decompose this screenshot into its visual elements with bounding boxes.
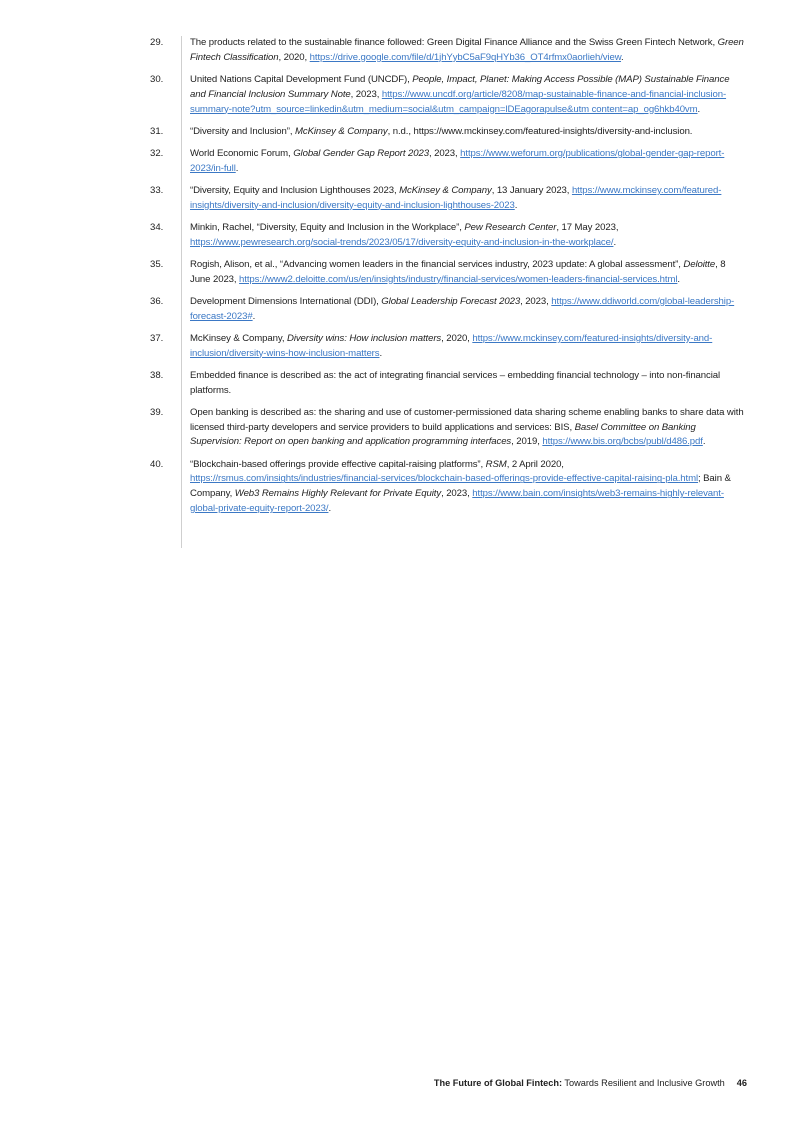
endnote-italic-title: Basel Committee on Banking Supervision: Report on open banking and application programming interfaces <box>190 421 696 448</box>
endnote-italic-title: Web3 Remains Highly Relevant for Private Equity <box>234 488 442 500</box>
endnote-text <box>190 458 745 517</box>
endnote-item <box>150 36 750 66</box>
endnote-text-segment: World Economic Forum, <box>190 147 294 159</box>
endnote-text-segment: “Diversity and Inclusion”, <box>190 125 296 137</box>
endnote-italic-title: Green Fintech Classification <box>190 37 744 63</box>
endnote-link[interactable]: https://www.mckinsey.com/featured-insights/diversity-and-inclusion/diversity-wins-how-inclusion-matters <box>190 332 713 359</box>
endnote-number: 32. <box>150 147 164 159</box>
endnote-link[interactable]: https://www2.deloitte.com/us/en/insights/industry/financial-services/women-leaders-financial-services.html <box>239 273 678 285</box>
endnote-item <box>150 295 750 325</box>
footer-title-rest: Towards Resilient and Inclusive Growth <box>562 1078 725 1088</box>
endnote-text-segment: . <box>621 51 624 63</box>
endnote-italic-title: Diversity wins: How inclusion matters <box>287 332 442 344</box>
endnote-text <box>190 73 745 117</box>
endnote-link[interactable]: https://www.uncdf.org/article/8208/map-sustainable-finance-and-financial-inclusion-summary-note?utm_source=linkedin&utm_medium=social&utm_campaign=lDEagorapulse&utm content=ap_og6hkb40vm <box>190 88 727 115</box>
endnote-text-segment: , 2019, <box>511 436 543 448</box>
endnote-number: 31. <box>150 125 164 137</box>
endnote-text <box>190 184 745 214</box>
endnote-text-segment: , 2020, <box>441 332 473 344</box>
endnote-text-segment: . <box>235 162 239 174</box>
endnote-number: 39. <box>150 406 164 418</box>
endnote-link[interactable]: https://www.mckinsey.com/featured-insights/diversity-and-inclusion/diversity-equity-and-inclusion-lighthouses-2023 <box>190 184 722 211</box>
endnote-number: 40. <box>150 458 164 470</box>
endnote-text-segment: McKinsey & Company, <box>190 332 287 344</box>
endnote-text-segment: “Blockchain-based offerings provide effective capital-raising platforms”, <box>190 458 486 470</box>
endnote-text-segment: . <box>514 199 518 211</box>
endnote-number: 36. <box>150 295 164 307</box>
endnote-text-segment: . <box>697 103 701 115</box>
endnote-text-segment: . <box>702 436 706 448</box>
endnote-italic-title: Pew Research Center <box>464 221 557 233</box>
endnote-link[interactable]: https://drive.google.com/file/d/1jhYybC5aF9qHYb36_OT4rfmx0aorlieh/view <box>309 51 622 63</box>
endnote-number: 29. <box>150 37 164 48</box>
endnote-number: 33. <box>150 184 164 196</box>
endnote-item <box>150 369 750 399</box>
endnote-text <box>190 369 745 399</box>
endnote-text-segment: , n.d., https://www.mckinsey.com/featured-insights/diversity-and-inclusion. <box>387 125 693 137</box>
endnote-text-segment: , 8 June 2023, <box>190 258 726 285</box>
endnote-text <box>190 147 745 177</box>
endnote-link[interactable]: https://rsmus.com/insights/industries/financial-services/blockchain-based-offerings-provide-effective-capital-raising-pla.html <box>190 473 698 485</box>
endnote-text-segment: Minkin, Rachel, “Diversity, Equity and Inclusion in the Workplace”, <box>190 221 465 233</box>
page-number: 46 <box>736 1078 747 1088</box>
endnote-text-segment: , 2023, <box>350 88 382 100</box>
endnote-item <box>150 458 750 517</box>
endnote-text-segment: . <box>677 273 680 285</box>
endnote-text-segment: , 2023, <box>441 488 473 500</box>
endnote-item <box>150 73 750 117</box>
endnote-item <box>150 147 750 177</box>
endnote-number: 38. <box>150 369 164 381</box>
endnote-italic-title: People, Impact, Planet: Making Access Possible (MAP) Sustainable Finance and Financial Inclusion Summary Note <box>190 73 730 100</box>
endnote-text-segment: . <box>252 310 256 322</box>
endnote-link[interactable]: https://www.pewresearch.org/social-trends/2023/05/17/diversity-equity-and-inclusion-in-the-workplace/ <box>190 236 614 248</box>
endnote-item <box>150 258 750 288</box>
endnote-text <box>190 125 745 140</box>
endnote-number: 37. <box>150 332 164 344</box>
endnote-italic-title: Deloitte <box>683 258 716 270</box>
endnote-text-segment: Rogish, Alison, et al., “Advancing women leaders in the financial services industry, 2023 update: A global assessment”, <box>190 258 684 270</box>
endnote-text <box>190 406 745 450</box>
endnote-text-segment: , 2 April 2020, <box>506 458 564 470</box>
endnote-text-segment: ; Bain & Company, <box>190 473 731 500</box>
endnote-item <box>150 332 750 362</box>
endnote-link[interactable]: https://www.bis.org/bcbs/publ/d486.pdf <box>542 436 703 448</box>
endnote-item <box>150 406 750 450</box>
endnote-item <box>150 125 750 140</box>
endnote-italic-title: Global Gender Gap Report 2023 <box>293 147 429 159</box>
endnote-number: 34. <box>150 221 164 233</box>
endnote-text-segment: The products related to the sustainable finance followed: Green Digital Finance Alliance and the Swiss Green Fintech Network, <box>190 37 718 48</box>
endnote-text-segment: . <box>379 347 383 359</box>
endnote-number: 30. <box>150 73 164 85</box>
endnote-text-segment: Development Dimensions International (DDI), <box>190 295 382 307</box>
endnote-text <box>190 295 745 325</box>
endnote-text <box>190 36 745 66</box>
endnote-text-segment: “Diversity, Equity and Inclusion Lighthouses 2023, <box>190 184 400 196</box>
endnote-italic-title: Global Leadership Forecast 2023 <box>381 295 521 307</box>
endnote-text-segment: , 2023, <box>428 147 461 159</box>
endnote-link[interactable]: https://www.weforum.org/publications/global-gender-gap-report-2023/in-full <box>190 147 725 174</box>
footer-title-bold: The Future of Global Fintech: <box>433 1078 563 1088</box>
endnote-text <box>190 332 745 362</box>
endnote-italic-title: RSM <box>485 458 507 470</box>
endnote-italic-title: McKinsey & Company <box>295 125 388 137</box>
endnote-text-segment: , 13 January 2023, <box>491 184 572 196</box>
endnote-item <box>150 184 750 214</box>
endnote-text-segment: , 2023, <box>520 295 552 307</box>
endnote-number: 35. <box>150 258 164 270</box>
endnote-text-segment: Embedded finance is described as: the act of integrating financial services – embedding financial technology – into non-financial platforms. <box>190 369 721 396</box>
endnote-text <box>190 221 745 251</box>
endnote-italic-title: McKinsey & Company <box>399 184 492 196</box>
page-footer <box>434 1077 747 1089</box>
endnote-link[interactable]: https://www.bain.com/insights/web3-remains-highly-relevant-global-private-equity-report-2023/ <box>190 488 724 515</box>
endnote-text-segment: Open banking is described as: the sharing and use of customer-permissioned data sharing scheme enabling banks to share data with licensed third-party developers and service providers to build applications and services: BIS, <box>190 406 744 433</box>
endnote-link[interactable]: https://www.ddiworld.com/global-leadership-forecast-2023# <box>190 295 735 322</box>
endnote-text <box>190 258 745 288</box>
endnote-text-segment: United Nations Capital Development Fund (UNCDF), <box>190 73 413 85</box>
endnotes-list <box>150 36 750 524</box>
endnote-text-segment: . <box>613 236 617 248</box>
endnote-text-segment: , 2020, <box>278 51 310 63</box>
endnote-item <box>150 221 750 251</box>
endnote-text-segment: , 17 May 2023, <box>556 221 619 233</box>
endnote-text-segment: . <box>328 503 332 515</box>
